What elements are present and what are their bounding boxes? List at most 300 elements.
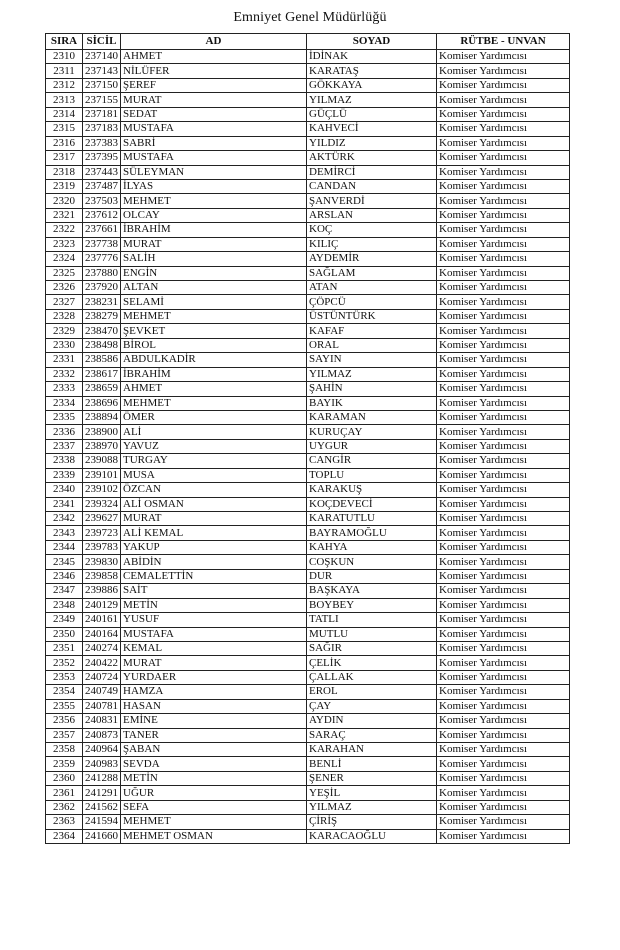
- ad-cell: YAVUZ: [121, 439, 307, 453]
- sicil-cell: 237181: [83, 107, 121, 121]
- sira-cell: 2333: [46, 382, 83, 396]
- table-row: [46, 771, 570, 785]
- sira-cell: 2350: [46, 627, 83, 641]
- rutbe-cell: Komiser Yardımcısı: [437, 396, 570, 410]
- ad-cell: MURAT: [121, 93, 307, 107]
- ad-cell: BİROL: [121, 338, 307, 352]
- sira-cell: 2325: [46, 266, 83, 280]
- sicil-cell: 240983: [83, 757, 121, 771]
- sicil-cell: 239723: [83, 526, 121, 540]
- soyad-cell: ARSLAN: [307, 208, 437, 222]
- soyad-cell: YILMAZ: [307, 93, 437, 107]
- table-row: [46, 151, 570, 165]
- sicil-cell: 238279: [83, 309, 121, 323]
- ad-cell: ŞEREF: [121, 78, 307, 92]
- sicil-cell: 238659: [83, 382, 121, 396]
- sira-cell: 2351: [46, 641, 83, 655]
- table-row: [46, 512, 570, 526]
- rutbe-cell: Komiser Yardımcısı: [437, 93, 570, 107]
- rutbe-cell: Komiser Yardımcısı: [437, 179, 570, 193]
- soyad-cell: ÇALLAK: [307, 670, 437, 684]
- soyad-cell: YILMAZ: [307, 800, 437, 814]
- rutbe-cell: Komiser Yardımcısı: [437, 757, 570, 771]
- sira-cell: 2334: [46, 396, 83, 410]
- sicil-cell: 239101: [83, 468, 121, 482]
- table-row: [46, 555, 570, 569]
- sira-cell: 2326: [46, 281, 83, 295]
- ad-cell: SEDAT: [121, 107, 307, 121]
- rutbe-cell: Komiser Yardımcısı: [437, 309, 570, 323]
- table-row: [46, 194, 570, 208]
- rutbe-cell: Komiser Yardımcısı: [437, 670, 570, 684]
- ad-cell: TURGAY: [121, 454, 307, 468]
- soyad-cell: KURUÇAY: [307, 425, 437, 439]
- rutbe-cell: Komiser Yardımcısı: [437, 771, 570, 785]
- sira-cell: 2317: [46, 151, 83, 165]
- rutbe-cell: Komiser Yardımcısı: [437, 685, 570, 699]
- sira-cell: 2352: [46, 656, 83, 670]
- sicil-cell: 239324: [83, 497, 121, 511]
- table-row: [46, 641, 570, 655]
- sira-cell: 2315: [46, 122, 83, 136]
- sira-cell: 2319: [46, 179, 83, 193]
- sicil-cell: 240422: [83, 656, 121, 670]
- sicil-cell: 238586: [83, 353, 121, 367]
- soyad-cell: ŞENER: [307, 771, 437, 785]
- rutbe-cell: Komiser Yardımcısı: [437, 64, 570, 78]
- sicil-cell: 240274: [83, 641, 121, 655]
- table-row: [46, 627, 570, 641]
- ad-cell: MURAT: [121, 237, 307, 251]
- sicil-cell: 239102: [83, 483, 121, 497]
- sira-cell: 2349: [46, 613, 83, 627]
- table-row: [46, 685, 570, 699]
- ad-cell: ALİ: [121, 425, 307, 439]
- sira-cell: 2311: [46, 64, 83, 78]
- table-row: [46, 483, 570, 497]
- rutbe-cell: Komiser Yardımcısı: [437, 439, 570, 453]
- sicil-cell: 241288: [83, 771, 121, 785]
- rutbe-cell: Komiser Yardımcısı: [437, 122, 570, 136]
- sicil-cell: 239886: [83, 584, 121, 598]
- ad-cell: CEMALETTİN: [121, 569, 307, 583]
- soyad-cell: ATAN: [307, 281, 437, 295]
- soyad-cell: KARAKUŞ: [307, 483, 437, 497]
- ad-cell: SÜLEYMAN: [121, 165, 307, 179]
- soyad-cell: TOPLU: [307, 468, 437, 482]
- sicil-cell: 237738: [83, 237, 121, 251]
- table-row: [46, 93, 570, 107]
- ad-cell: MEHMET: [121, 815, 307, 829]
- table-row: [46, 757, 570, 771]
- table-row: [46, 396, 570, 410]
- soyad-cell: YILMAZ: [307, 367, 437, 381]
- sira-cell: 2332: [46, 367, 83, 381]
- soyad-cell: ÜSTÜNTÜRK: [307, 309, 437, 323]
- rutbe-cell: Komiser Yardımcısı: [437, 223, 570, 237]
- soyad-cell: ÇELİK: [307, 656, 437, 670]
- sira-cell: 2322: [46, 223, 83, 237]
- sicil-cell: 240964: [83, 743, 121, 757]
- rutbe-cell: Komiser Yardımcısı: [437, 281, 570, 295]
- soyad-cell: ÇAY: [307, 699, 437, 713]
- sicil-cell: 239858: [83, 569, 121, 583]
- sicil-cell: 240831: [83, 714, 121, 728]
- ad-cell: MUSA: [121, 468, 307, 482]
- soyad-cell: KARATAŞ: [307, 64, 437, 78]
- sicil-cell: 237140: [83, 50, 121, 64]
- soyad-cell: KARAMAN: [307, 410, 437, 424]
- ad-cell: YAKUP: [121, 540, 307, 554]
- ad-cell: MEHMET: [121, 309, 307, 323]
- table-row: [46, 136, 570, 150]
- table-row: [46, 439, 570, 453]
- sira-cell: 2340: [46, 483, 83, 497]
- sicil-cell: 241660: [83, 829, 121, 843]
- rutbe-cell: Komiser Yardımcısı: [437, 367, 570, 381]
- ad-cell: MUSTAFA: [121, 151, 307, 165]
- soyad-cell: KARAHAN: [307, 743, 437, 757]
- sira-cell: 2347: [46, 584, 83, 598]
- ad-cell: ABİDİN: [121, 555, 307, 569]
- table-row: [46, 382, 570, 396]
- sira-cell: 2364: [46, 829, 83, 843]
- sira-cell: 2318: [46, 165, 83, 179]
- table-row: [46, 78, 570, 92]
- rutbe-cell: Komiser Yardımcısı: [437, 425, 570, 439]
- sira-cell: 2362: [46, 800, 83, 814]
- table-row: [46, 800, 570, 814]
- sicil-cell: 241594: [83, 815, 121, 829]
- sira-cell: 2328: [46, 309, 83, 323]
- sicil-cell: 240749: [83, 685, 121, 699]
- table-row: [46, 829, 570, 843]
- soyad-cell: GÖKKAYA: [307, 78, 437, 92]
- sira-cell: 2331: [46, 353, 83, 367]
- soyad-cell: ÇİRİŞ: [307, 815, 437, 829]
- table-row: [46, 179, 570, 193]
- sira-cell: 2356: [46, 714, 83, 728]
- soyad-cell: YILDIZ: [307, 136, 437, 150]
- soyad-cell: BAYIK: [307, 396, 437, 410]
- rutbe-cell: Komiser Yardımcısı: [437, 454, 570, 468]
- table-row: [46, 367, 570, 381]
- soyad-cell: SARAÇ: [307, 728, 437, 742]
- rutbe-cell: Komiser Yardımcısı: [437, 714, 570, 728]
- ad-cell: ÖZCAN: [121, 483, 307, 497]
- soyad-cell: SAYIN: [307, 353, 437, 367]
- sicil-cell: 240161: [83, 613, 121, 627]
- sicil-cell: 237150: [83, 78, 121, 92]
- rutbe-cell: Komiser Yardımcısı: [437, 208, 570, 222]
- soyad-cell: KAHYA: [307, 540, 437, 554]
- ad-cell: YURDAER: [121, 670, 307, 684]
- sira-cell: 2337: [46, 439, 83, 453]
- sicil-cell: 237395: [83, 151, 121, 165]
- table-row: [46, 613, 570, 627]
- sicil-cell: 237776: [83, 252, 121, 266]
- sicil-cell: 240873: [83, 728, 121, 742]
- ad-cell: İBRAHİM: [121, 223, 307, 237]
- sira-cell: 2353: [46, 670, 83, 684]
- soyad-cell: BOYBEY: [307, 598, 437, 612]
- rutbe-cell: Komiser Yardımcısı: [437, 627, 570, 641]
- soyad-cell: AKTÜRK: [307, 151, 437, 165]
- sicil-cell: 240129: [83, 598, 121, 612]
- sicil-cell: 237661: [83, 223, 121, 237]
- soyad-cell: ORAL: [307, 338, 437, 352]
- sicil-cell: 239088: [83, 454, 121, 468]
- rutbe-cell: Komiser Yardımcısı: [437, 540, 570, 554]
- sicil-cell: 238470: [83, 324, 121, 338]
- ad-cell: ŞABAN: [121, 743, 307, 757]
- ad-cell: MEHMET OSMAN: [121, 829, 307, 843]
- sicil-cell: 237443: [83, 165, 121, 179]
- table-row: [46, 714, 570, 728]
- rutbe-cell: Komiser Yardımcısı: [437, 136, 570, 150]
- sira-cell: 2320: [46, 194, 83, 208]
- table-row: [46, 598, 570, 612]
- soyad-cell: GÜÇLÜ: [307, 107, 437, 121]
- rutbe-cell: Komiser Yardımcısı: [437, 526, 570, 540]
- sira-cell: 2341: [46, 497, 83, 511]
- rutbe-cell: Komiser Yardımcısı: [437, 468, 570, 482]
- column-header-rutbe-unvan: RÜTBE - UNVAN: [437, 34, 570, 50]
- soyad-cell: EROL: [307, 685, 437, 699]
- sicil-cell: 238696: [83, 396, 121, 410]
- table-row: [46, 743, 570, 757]
- sicil-cell: 238894: [83, 410, 121, 424]
- soyad-cell: SAĞIR: [307, 641, 437, 655]
- ad-cell: METİN: [121, 771, 307, 785]
- rutbe-cell: Komiser Yardımcısı: [437, 656, 570, 670]
- soyad-cell: KILIÇ: [307, 237, 437, 251]
- soyad-cell: DEMİRCİ: [307, 165, 437, 179]
- table-row: [46, 699, 570, 713]
- rutbe-cell: Komiser Yardımcısı: [437, 641, 570, 655]
- table-row: [46, 252, 570, 266]
- rutbe-cell: Komiser Yardımcısı: [437, 353, 570, 367]
- ad-cell: MUSTAFA: [121, 122, 307, 136]
- rutbe-cell: Komiser Yardımcısı: [437, 743, 570, 757]
- table-row: [46, 107, 570, 121]
- rutbe-cell: Komiser Yardımcısı: [437, 699, 570, 713]
- sira-cell: 2316: [46, 136, 83, 150]
- soyad-cell: YEŞİL: [307, 786, 437, 800]
- sicil-cell: 238900: [83, 425, 121, 439]
- rutbe-cell: Komiser Yardımcısı: [437, 497, 570, 511]
- soyad-cell: ÇÖPCÜ: [307, 295, 437, 309]
- ad-cell: AHMET: [121, 382, 307, 396]
- sicil-cell: 240724: [83, 670, 121, 684]
- ad-cell: HAMZA: [121, 685, 307, 699]
- sicil-cell: 237487: [83, 179, 121, 193]
- sicil-cell: 239830: [83, 555, 121, 569]
- rutbe-cell: Komiser Yardımcısı: [437, 237, 570, 251]
- table-row: [46, 656, 570, 670]
- sira-cell: 2336: [46, 425, 83, 439]
- column-header-soyad: SOYAD: [307, 34, 437, 50]
- table-row: [46, 670, 570, 684]
- rutbe-cell: Komiser Yardımcısı: [437, 584, 570, 598]
- table-row: [46, 468, 570, 482]
- sira-cell: 2329: [46, 324, 83, 338]
- sicil-cell: 237143: [83, 64, 121, 78]
- rutbe-cell: Komiser Yardımcısı: [437, 410, 570, 424]
- table-row: [46, 540, 570, 554]
- table-row: [46, 266, 570, 280]
- rutbe-cell: Komiser Yardımcısı: [437, 800, 570, 814]
- sira-cell: 2357: [46, 728, 83, 742]
- sicil-cell: 238970: [83, 439, 121, 453]
- sicil-cell: 237880: [83, 266, 121, 280]
- table-row: [46, 281, 570, 295]
- sicil-cell: 237155: [83, 93, 121, 107]
- ad-cell: ALTAN: [121, 281, 307, 295]
- page-title: Emniyet Genel Müdürlüğü: [233, 10, 387, 25]
- sicil-cell: 237383: [83, 136, 121, 150]
- table-row: [46, 64, 570, 78]
- table-row: [46, 454, 570, 468]
- ad-cell: ENGİN: [121, 266, 307, 280]
- rutbe-cell: Komiser Yardımcısı: [437, 382, 570, 396]
- table-row: [46, 584, 570, 598]
- sira-cell: 2339: [46, 468, 83, 482]
- ad-cell: MUSTAFA: [121, 627, 307, 641]
- sira-cell: 2327: [46, 295, 83, 309]
- soyad-cell: UYGUR: [307, 439, 437, 453]
- table-row: [46, 338, 570, 352]
- table-row: [46, 728, 570, 742]
- soyad-cell: CANGİR: [307, 454, 437, 468]
- sira-cell: 2343: [46, 526, 83, 540]
- ad-cell: UĞUR: [121, 786, 307, 800]
- ad-cell: SALİH: [121, 252, 307, 266]
- rutbe-cell: Komiser Yardımcısı: [437, 50, 570, 64]
- rutbe-cell: Komiser Yardımcısı: [437, 829, 570, 843]
- ad-cell: AHMET: [121, 50, 307, 64]
- soyad-cell: BAYRAMOĞLU: [307, 526, 437, 540]
- rutbe-cell: Komiser Yardımcısı: [437, 107, 570, 121]
- rutbe-cell: Komiser Yardımcısı: [437, 555, 570, 569]
- rutbe-cell: Komiser Yardımcısı: [437, 613, 570, 627]
- ad-cell: EMİNE: [121, 714, 307, 728]
- ad-cell: OLCAY: [121, 208, 307, 222]
- table-row: [46, 410, 570, 424]
- ad-cell: SEFA: [121, 800, 307, 814]
- sicil-cell: 241291: [83, 786, 121, 800]
- sira-cell: 2359: [46, 757, 83, 771]
- soyad-cell: BENLİ: [307, 757, 437, 771]
- ad-cell: İBRAHİM: [121, 367, 307, 381]
- soyad-cell: KAFAF: [307, 324, 437, 338]
- ad-cell: ÖMER: [121, 410, 307, 424]
- ad-cell: MEHMET: [121, 194, 307, 208]
- column-header-ad: AD: [121, 34, 307, 50]
- table-row: [46, 165, 570, 179]
- ad-cell: ALİ OSMAN: [121, 497, 307, 511]
- rutbe-cell: Komiser Yardımcısı: [437, 786, 570, 800]
- table-row: [46, 237, 570, 251]
- rutbe-cell: Komiser Yardımcısı: [437, 165, 570, 179]
- rutbe-cell: Komiser Yardımcısı: [437, 194, 570, 208]
- rutbe-cell: Komiser Yardımcısı: [437, 483, 570, 497]
- rutbe-cell: Komiser Yardımcısı: [437, 295, 570, 309]
- sira-cell: 2330: [46, 338, 83, 352]
- rutbe-cell: Komiser Yardımcısı: [437, 512, 570, 526]
- table-body: [46, 50, 570, 844]
- table-row: [46, 569, 570, 583]
- column-header-sicil: SİCİL: [83, 34, 121, 50]
- ad-cell: TANER: [121, 728, 307, 742]
- soyad-cell: AYDEMİR: [307, 252, 437, 266]
- rutbe-cell: Komiser Yardımcısı: [437, 252, 570, 266]
- table-row: [46, 497, 570, 511]
- soyad-cell: DUR: [307, 569, 437, 583]
- sira-cell: 2314: [46, 107, 83, 121]
- ad-cell: METİN: [121, 598, 307, 612]
- ad-cell: ABDULKADİR: [121, 353, 307, 367]
- table-row: [46, 353, 570, 367]
- soyad-cell: KOÇ: [307, 223, 437, 237]
- soyad-cell: CANDAN: [307, 179, 437, 193]
- sira-cell: 2342: [46, 512, 83, 526]
- rutbe-cell: Komiser Yardımcısı: [437, 728, 570, 742]
- sicil-cell: 241562: [83, 800, 121, 814]
- rutbe-cell: Komiser Yardımcısı: [437, 266, 570, 280]
- soyad-cell: SAĞLAM: [307, 266, 437, 280]
- rutbe-cell: Komiser Yardımcısı: [437, 78, 570, 92]
- table-header: [46, 34, 570, 50]
- sicil-cell: 238231: [83, 295, 121, 309]
- ad-cell: SABRİ: [121, 136, 307, 150]
- sira-cell: 2335: [46, 410, 83, 424]
- soyad-cell: TATLI: [307, 613, 437, 627]
- column-header-sira: SIRA: [46, 34, 83, 50]
- sira-cell: 2354: [46, 685, 83, 699]
- soyad-cell: ŞANVERDİ: [307, 194, 437, 208]
- sira-cell: 2312: [46, 78, 83, 92]
- ad-cell: MURAT: [121, 512, 307, 526]
- ad-cell: MURAT: [121, 656, 307, 670]
- table-row: [46, 309, 570, 323]
- sicil-cell: 237920: [83, 281, 121, 295]
- sira-cell: 2345: [46, 555, 83, 569]
- rutbe-cell: Komiser Yardımcısı: [437, 569, 570, 583]
- table-row: [46, 786, 570, 800]
- table-row: [46, 324, 570, 338]
- sira-cell: 2313: [46, 93, 83, 107]
- sira-cell: 2361: [46, 786, 83, 800]
- soyad-cell: COŞKUN: [307, 555, 437, 569]
- sira-cell: 2346: [46, 569, 83, 583]
- soyad-cell: ŞAHİN: [307, 382, 437, 396]
- ad-cell: ALİ KEMAL: [121, 526, 307, 540]
- soyad-cell: MUTLU: [307, 627, 437, 641]
- rutbe-cell: Komiser Yardımcısı: [437, 815, 570, 829]
- sicil-cell: 238498: [83, 338, 121, 352]
- rutbe-cell: Komiser Yardımcısı: [437, 598, 570, 612]
- rutbe-cell: Komiser Yardımcısı: [437, 324, 570, 338]
- soyad-cell: KARACAOĞLU: [307, 829, 437, 843]
- table-row: [46, 208, 570, 222]
- table-row: [46, 526, 570, 540]
- sira-cell: 2363: [46, 815, 83, 829]
- soyad-cell: KARATUTLU: [307, 512, 437, 526]
- ad-cell: HASAN: [121, 699, 307, 713]
- ad-cell: MEHMET: [121, 396, 307, 410]
- table-row: [46, 223, 570, 237]
